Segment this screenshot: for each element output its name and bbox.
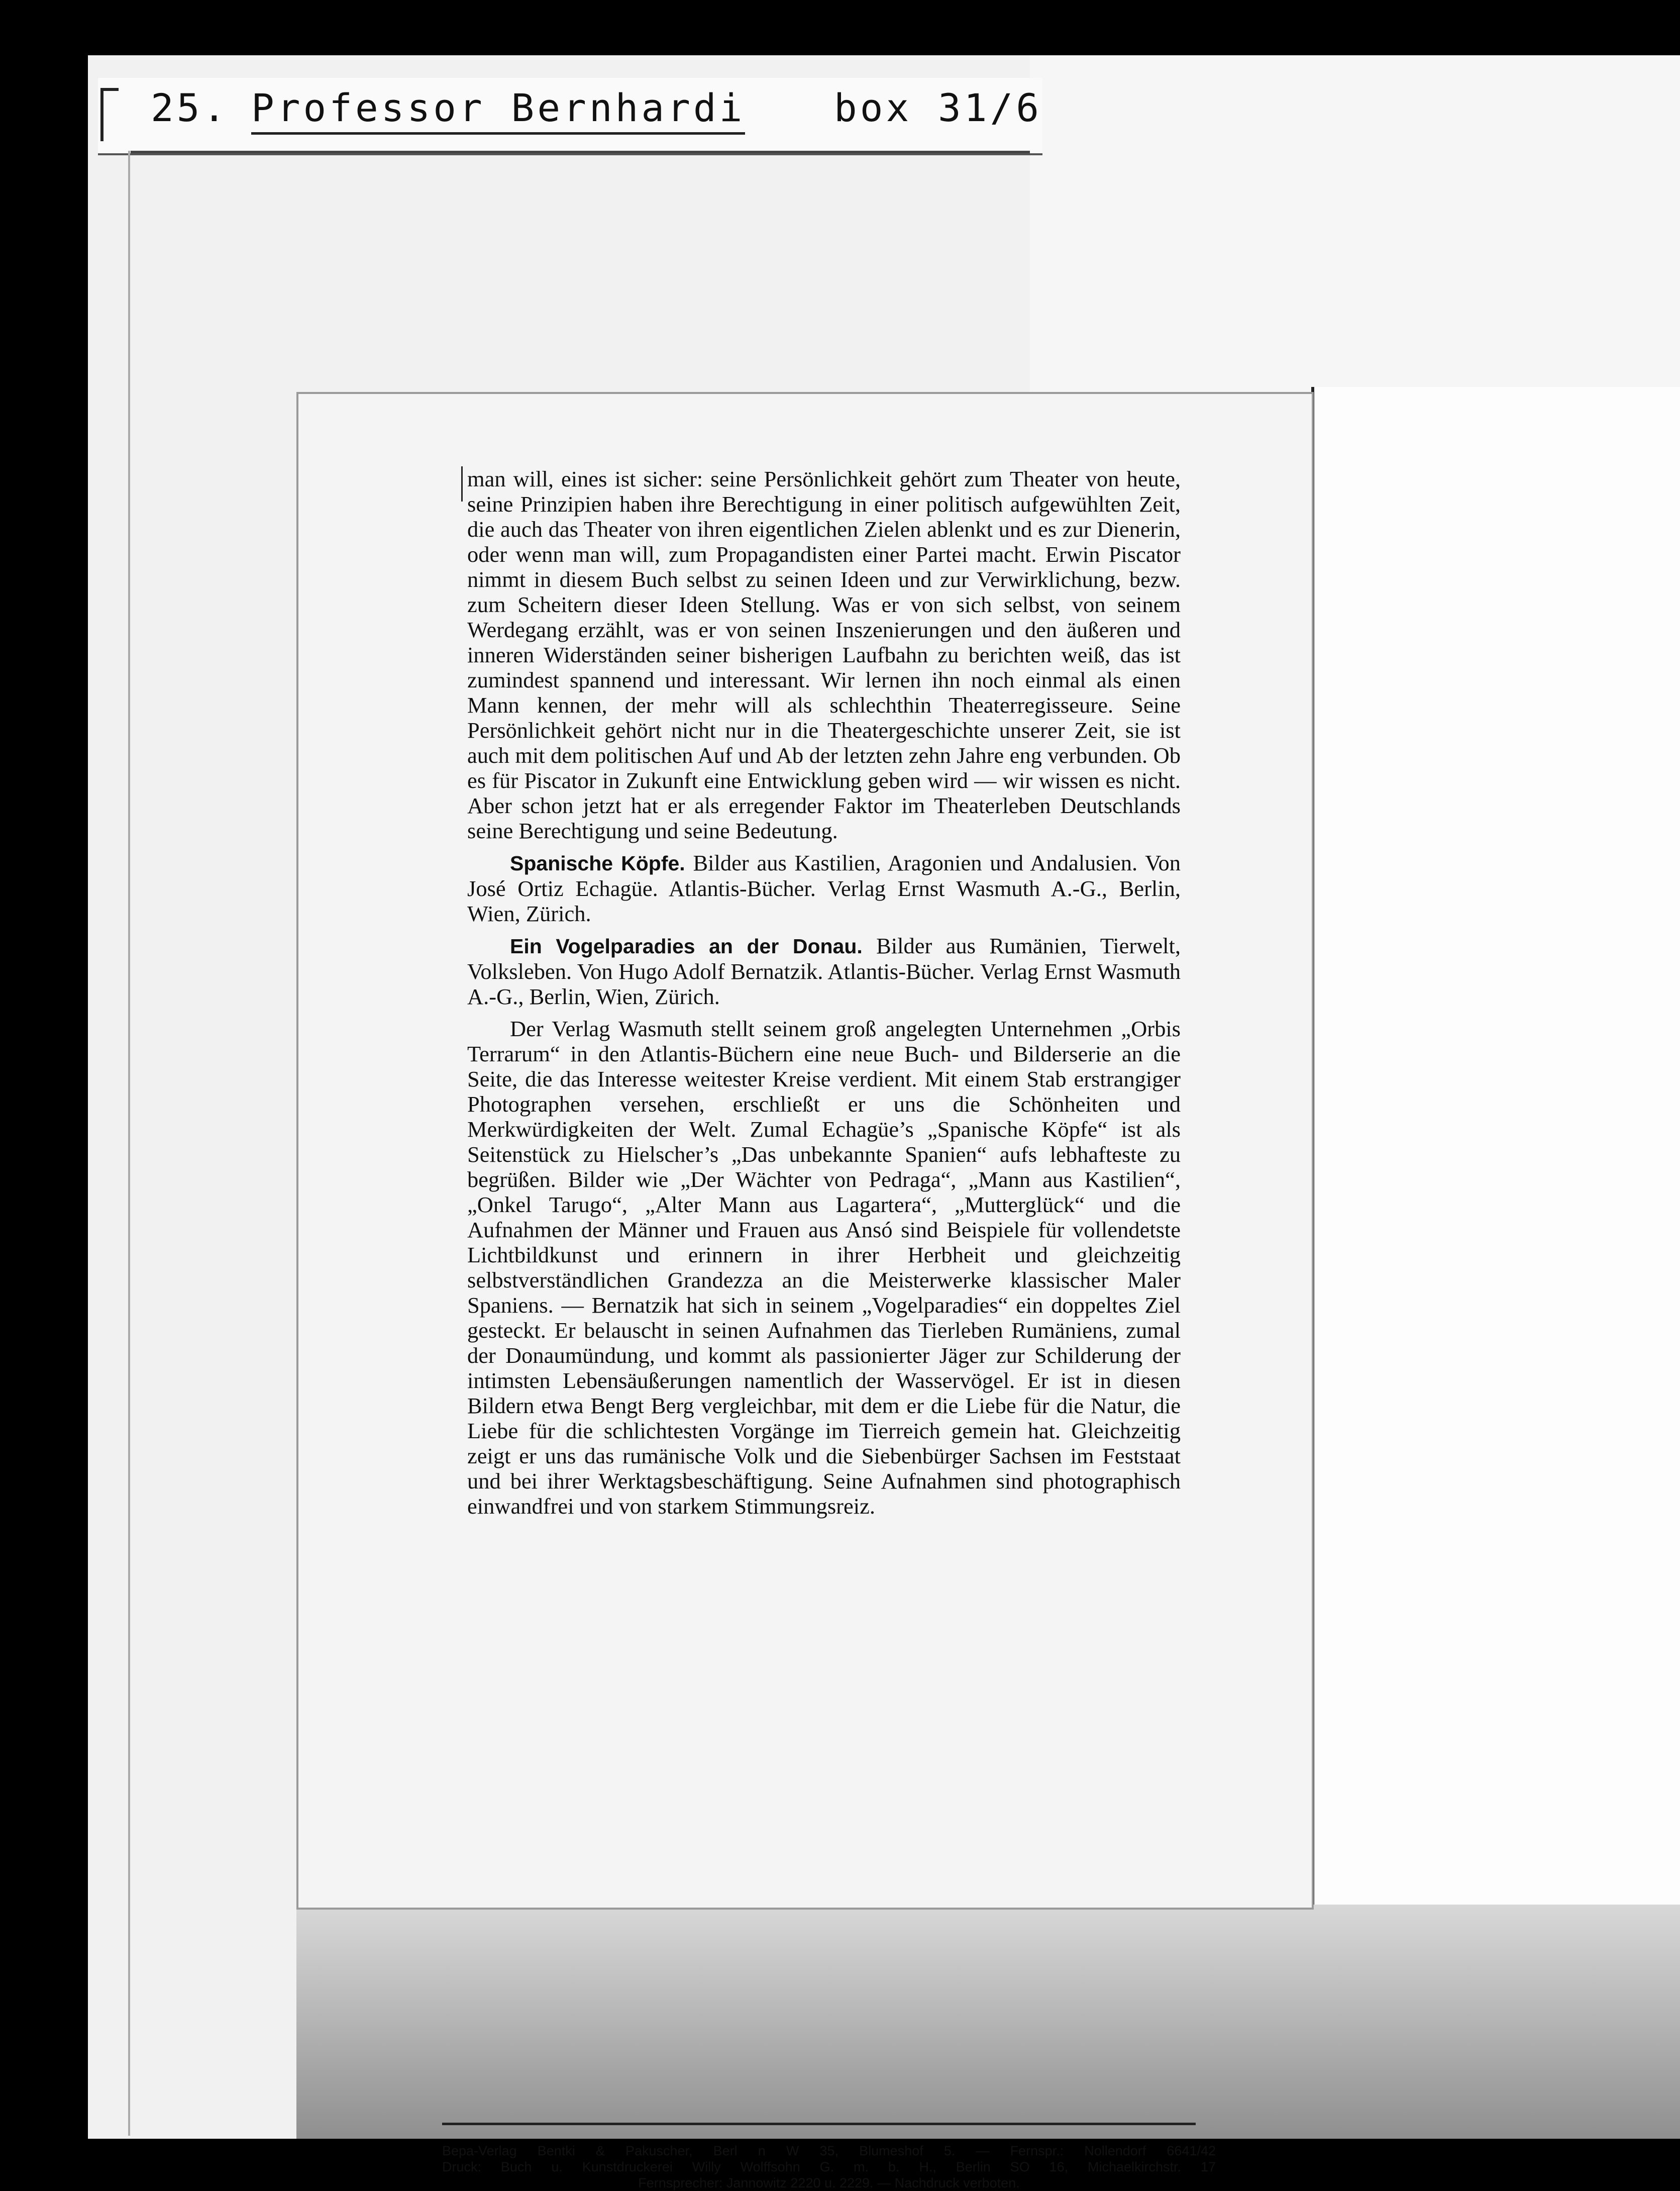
paragraph-text: Bilder aus Kastilien, Aragonien und Andalusien. Von José Ortiz Echagüe. Atlantis-Bücher. Verlag Ernst Wasmuth A.-G., Berlin, Wien, Zürich.: [467, 850, 1181, 926]
imprint-line: Bepa-Verlag Bentki & Pakuscher, Berl n W 35, Blumeshof 5. — Fernspr.: Nollendorf 6641/42: [442, 2143, 1216, 2158]
paragraph-text: man will, eines ist sicher: seine Persönlichkeit gehört zum Theater von heute, seine Prinzipien haben ihre Berechtigung in einer politisch aufgewühlten Zeit, die auch das Theater von ihren eigentlichen Zielen ablenkt und es zur Dienerin, oder wenn man will, zum Propagandisten einer Partei macht. Erwin Piscator nimmt in diesem Buch selbst zu seinen Ideen und zur Verwirklichung, bezw. zum Scheitern dieser Ideen Stellung. Was er von sich selbst, von seinem Werdegang erzählt, was er von seinen Inszenierungen und den äußeren und inneren Widerständen seiner bisherigen Laufbahn zu berichten weiß, das ist zumindest spannend und interessant. Wir lernen ihn noch einmal als einen Mann kennen, der mehr will als schlechthin Theaterregisseure. Seine Persönlichkeit gehört nicht nur in die Theatergeschichte unserer Zeit, sie ist auch mit dem politischen Auf und Ab der letzten zehn Jahre eng verbunden. Ob es für Piscator in Zukunft eine Entwicklung geben wird — wir wissen es nicht. Aber schon jetzt hat er als erregender Faktor im Theaterleben Deutschlands seine Berechtigung und seine Bedeutung.: [467, 466, 1181, 843]
imprint-line: Druck: Buch u. Kunstdruckerei Willy Wolffsohn G. m. b. H., Berlin SO 16, Michaelkirchstr. 17: [442, 2159, 1216, 2174]
article-body: [467, 466, 1181, 1526]
mount-sheet-top: [1030, 55, 1680, 407]
publisher-imprint: [442, 2143, 1216, 2191]
book-title: Spanische Köpfe.: [510, 852, 685, 875]
imprint-divider: [442, 2123, 1196, 2125]
paragraph: [467, 933, 1181, 1009]
book-title: Ein Vogelparadies an der Donau.: [510, 935, 863, 958]
paragraph: [467, 466, 1181, 843]
folder-number: 25.: [151, 85, 229, 130]
paragraph: [467, 1016, 1181, 1519]
margin-mark: [461, 466, 463, 502]
scan-shadow: [296, 1905, 1680, 2139]
imprint-line: Fernsprecher: Jannowitz 2220 u. 2229. — Nachdruck verboten.: [638, 2175, 1020, 2190]
corner-mark: [100, 88, 119, 141]
adjacent-sheet: [1311, 387, 1680, 1905]
mount-edge-line: [128, 151, 130, 2136]
paragraph-text: Der Verlag Wasmuth stellt seinem groß angelegten Unternehmen „Orbis Terrarum“ in den Atlantis-Büchern eine neue Buch- und Bilderserie an die Seite, die das Interesse weitester Kreise verdient. Mit einem Stab erstrangiger Photographen versehen, erschließt er uns die Schönheiten und Merkwürdigkeiten der Welt. Zumal Echagüe’s „Spanische Köpfe“ ist als Seitenstück zu Hielscher’s „Das unbekannte Spanien“ aufs lebhafteste zu begrüßen. Bilder wie „Der Wächter von Pedraga“, „Mann aus Kastilien“, „Onkel Tarugo“, „Alter Mann aus Lagartera“, „Mutterglück“ und die Aufnahmen der Männer und Frauen aus Ansó sind Beispiele für vollendetste Lichtbildkunst und erinnern in ihrer Herbheit und gleichzeitig selbstverständlichen Grandezza an die Meisterwerke klassischer Maler Spaniens. — Bernatzik hat sich in seinem „Vogelparadies“ ein doppeltes Ziel gesteckt. Er belauscht in seinen Aufnahmen das Tierleben Rumäniens, zumal der Donaumündung, und kommt als passionierter Jäger zur Schilderung der intimsten Lebensäußerungen namentlich der Wasservögel. Er ist in diesen Bildern etwa Bengt Berg vergleichbar, mit dem er die Liebe für die Natur, die Liebe für die schlichtesten Vorgänge im Tierreich gemein hat. Gleichzeitig zeigt er uns das rumänische Volk und die Siebenbürger Sachsen im Feststaat und bei ihrer Werktagsbeschäftigung. Seine Aufnahmen sind photographisch einwandfrei und von starkem Stimmungsreiz.: [467, 1016, 1181, 1519]
folder-title: Professor Bernhardi: [251, 85, 745, 135]
header-divider: [131, 151, 1030, 153]
box-number: box 31/6: [834, 85, 1042, 130]
paragraph-text: Bilder aus Rumänien, Tierwelt, Volksleben. Von Hugo Adolf Bernatzik. Atlantis-Bücher. Verlag Ernst Wasmuth A.-G., Berlin, Wien, Zürich.: [467, 933, 1181, 1009]
paragraph: [467, 850, 1181, 926]
